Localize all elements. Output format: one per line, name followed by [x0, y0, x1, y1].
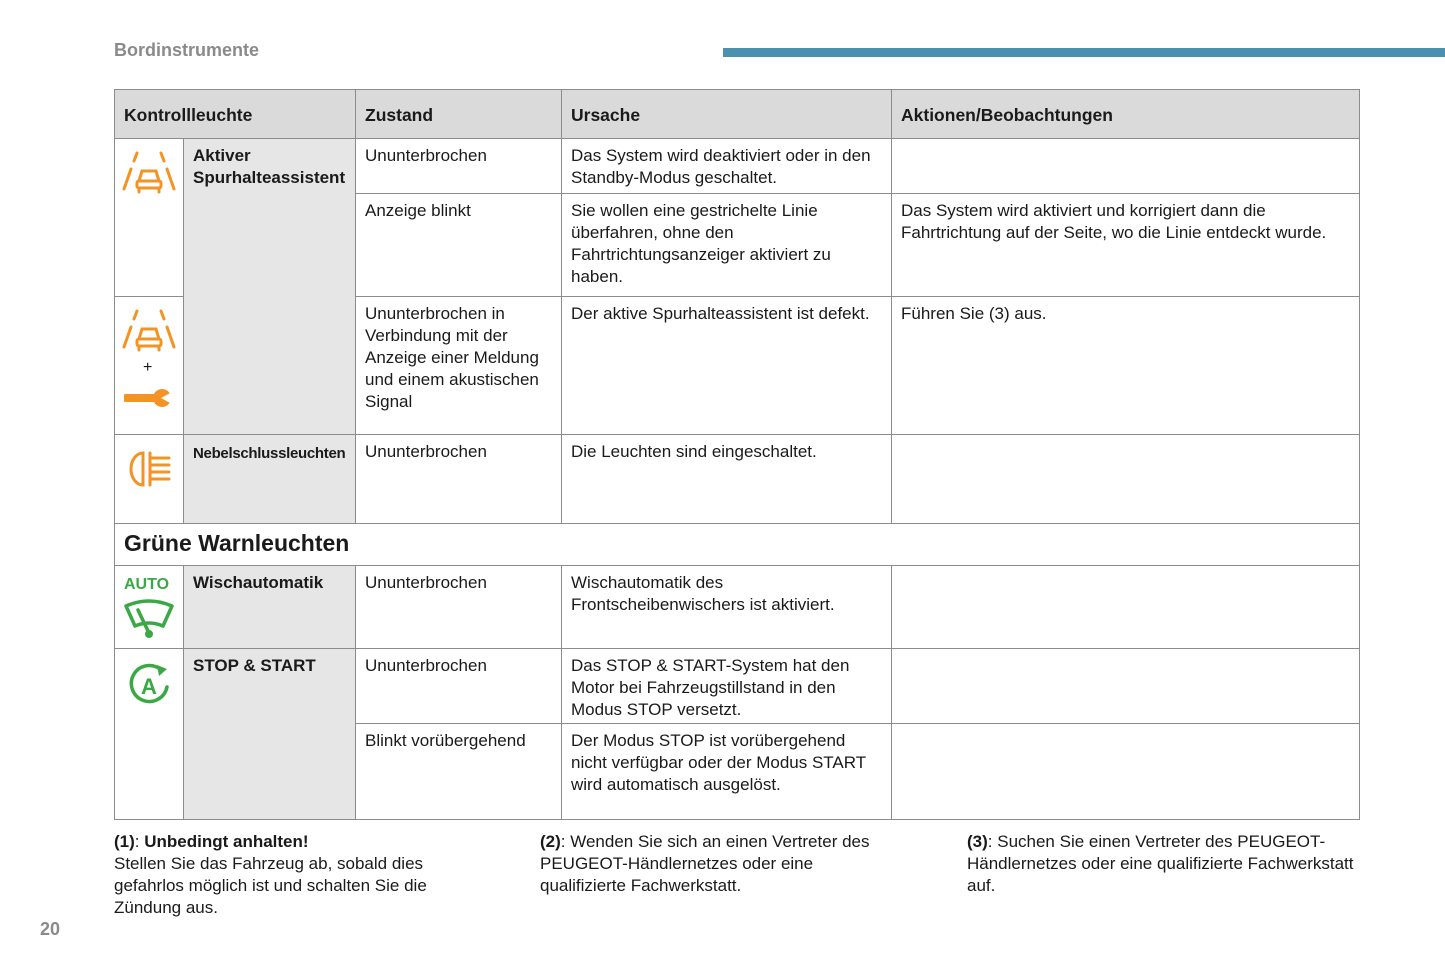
footnote-3-ref: (3) — [967, 832, 988, 851]
footnote-2-ref: (2) — [540, 832, 561, 851]
lane-icon-cell — [114, 138, 184, 297]
fog-state: Ununterbrochen — [355, 434, 562, 524]
lane-row1-state: Ununterbrochen — [355, 138, 562, 194]
footnote-2 — [540, 831, 900, 897]
light-name-rear-fog: Nebelschlussleuchten — [183, 434, 356, 524]
light-name-lane-assist: Aktiver Spurhalteassistent — [183, 138, 356, 435]
wiper-icon-cell — [114, 565, 184, 649]
stopstart-row2-cause: Der Modus STOP ist vorübergehend nicht verfügbar oder der Modus START wird automatisch ausgelöst. — [561, 723, 892, 820]
lane-row1-cause: Das System wird deaktiviert oder in den Standby-Modus geschaltet. — [561, 138, 892, 194]
lane-row3-state: Ununterbrochen in Verbindung mit der Anzeige einer Meldung und einem akustischen Signal — [355, 296, 562, 435]
lane-row3-cause: Der aktive Spurhalteassistent ist defekt. — [561, 296, 892, 435]
plus-sign: + — [143, 359, 153, 376]
column-header-state: Zustand — [355, 89, 562, 139]
column-header-light: Kontrollleuchte — [114, 89, 356, 139]
stopstart-row1-cause: Das STOP & START-System hat den Motor bei Fahrzeugstillstand in den Modus STOP versetzt. — [561, 648, 892, 724]
light-name-stop-start: STOP & START — [183, 648, 356, 820]
stop-start-icon-cell — [114, 648, 184, 820]
fog-icon-cell — [114, 434, 184, 524]
wiper-state: Ununterbrochen — [355, 565, 562, 649]
lane-row1-action — [891, 138, 1360, 194]
footnote-1-text: Stellen Sie das Fahrzeug ab, sobald dies gefahrlos möglich ist und schalten Sie die Zündung aus. — [114, 854, 427, 917]
lane-row2-state: Anzeige blinkt — [355, 193, 562, 297]
page-number: 20 — [40, 919, 61, 939]
wiper-cause: Wischautomatik des Frontscheibenwischers ist aktiviert. — [561, 565, 892, 649]
column-header-action: Aktionen/Beobachtungen — [891, 89, 1360, 139]
lane-keeping-icon — [121, 149, 177, 195]
lane-row2-cause: Sie wollen eine gestrichelte Linie überfahren, ohne den Fahrtrichtungsanzeiger aktiviert zu haben. — [561, 193, 892, 297]
header-accent-bar — [723, 48, 1445, 57]
auto-label: AUTO — [124, 576, 170, 593]
wiper-icon — [123, 598, 175, 640]
stop-start-icon — [127, 663, 173, 707]
stopstart-row1-action — [891, 648, 1360, 724]
footnote-1: (1): Unbedingt anhalten! Stellen Sie das Fahrzeug ab, sobald dies gefahrlos möglich ist und schalten Sie die Zündung aus. — [114, 832, 427, 917]
footnote-3-text: : Suchen Sie einen Vertreter des PEUGEOT-Händlernetzes oder eine qualifizierte Fachwerkstatt auf. — [967, 832, 1354, 895]
svg-text:A: A — [141, 674, 157, 699]
rear-fog-light-icon — [127, 449, 173, 489]
group-title-green: Grüne Warnleuchten — [114, 523, 1360, 566]
footnote-3 — [967, 831, 1367, 897]
stopstart-row2-state: Blinkt vorübergehend — [355, 723, 562, 820]
stopstart-row1-state: Ununterbrochen — [355, 648, 562, 724]
stopstart-row2-action — [891, 723, 1360, 820]
lane-fault-icon-cell — [114, 296, 184, 435]
warning-lights-table — [114, 89, 1360, 820]
lane-keeping-icon — [121, 307, 177, 353]
footnote-1-lead: Unbedingt anhalten! — [144, 832, 309, 851]
footnote-1-ref: (1) — [114, 832, 135, 851]
light-name-wiper: Wischautomatik — [183, 565, 356, 649]
lane-row3-action: Führen Sie (3) aus. — [891, 296, 1360, 435]
lane-row2-action: Das System wird aktiviert und korrigiert dann die Fahrtrichtung auf der Seite, wo die Linie entdeckt wurde. — [891, 193, 1360, 297]
wiper-action — [891, 565, 1360, 649]
wrench-icon — [124, 385, 174, 411]
section-title: Bordinstrumente — [114, 40, 260, 60]
fog-cause: Die Leuchten sind eingeschaltet. — [561, 434, 892, 524]
fog-action — [891, 434, 1360, 524]
footnote-2-text: : Wenden Sie sich an einen Vertreter des PEUGEOT-Händlernetzes oder eine qualifizierte Fachwerkstatt. — [540, 832, 870, 895]
column-header-cause: Ursache — [561, 89, 892, 139]
